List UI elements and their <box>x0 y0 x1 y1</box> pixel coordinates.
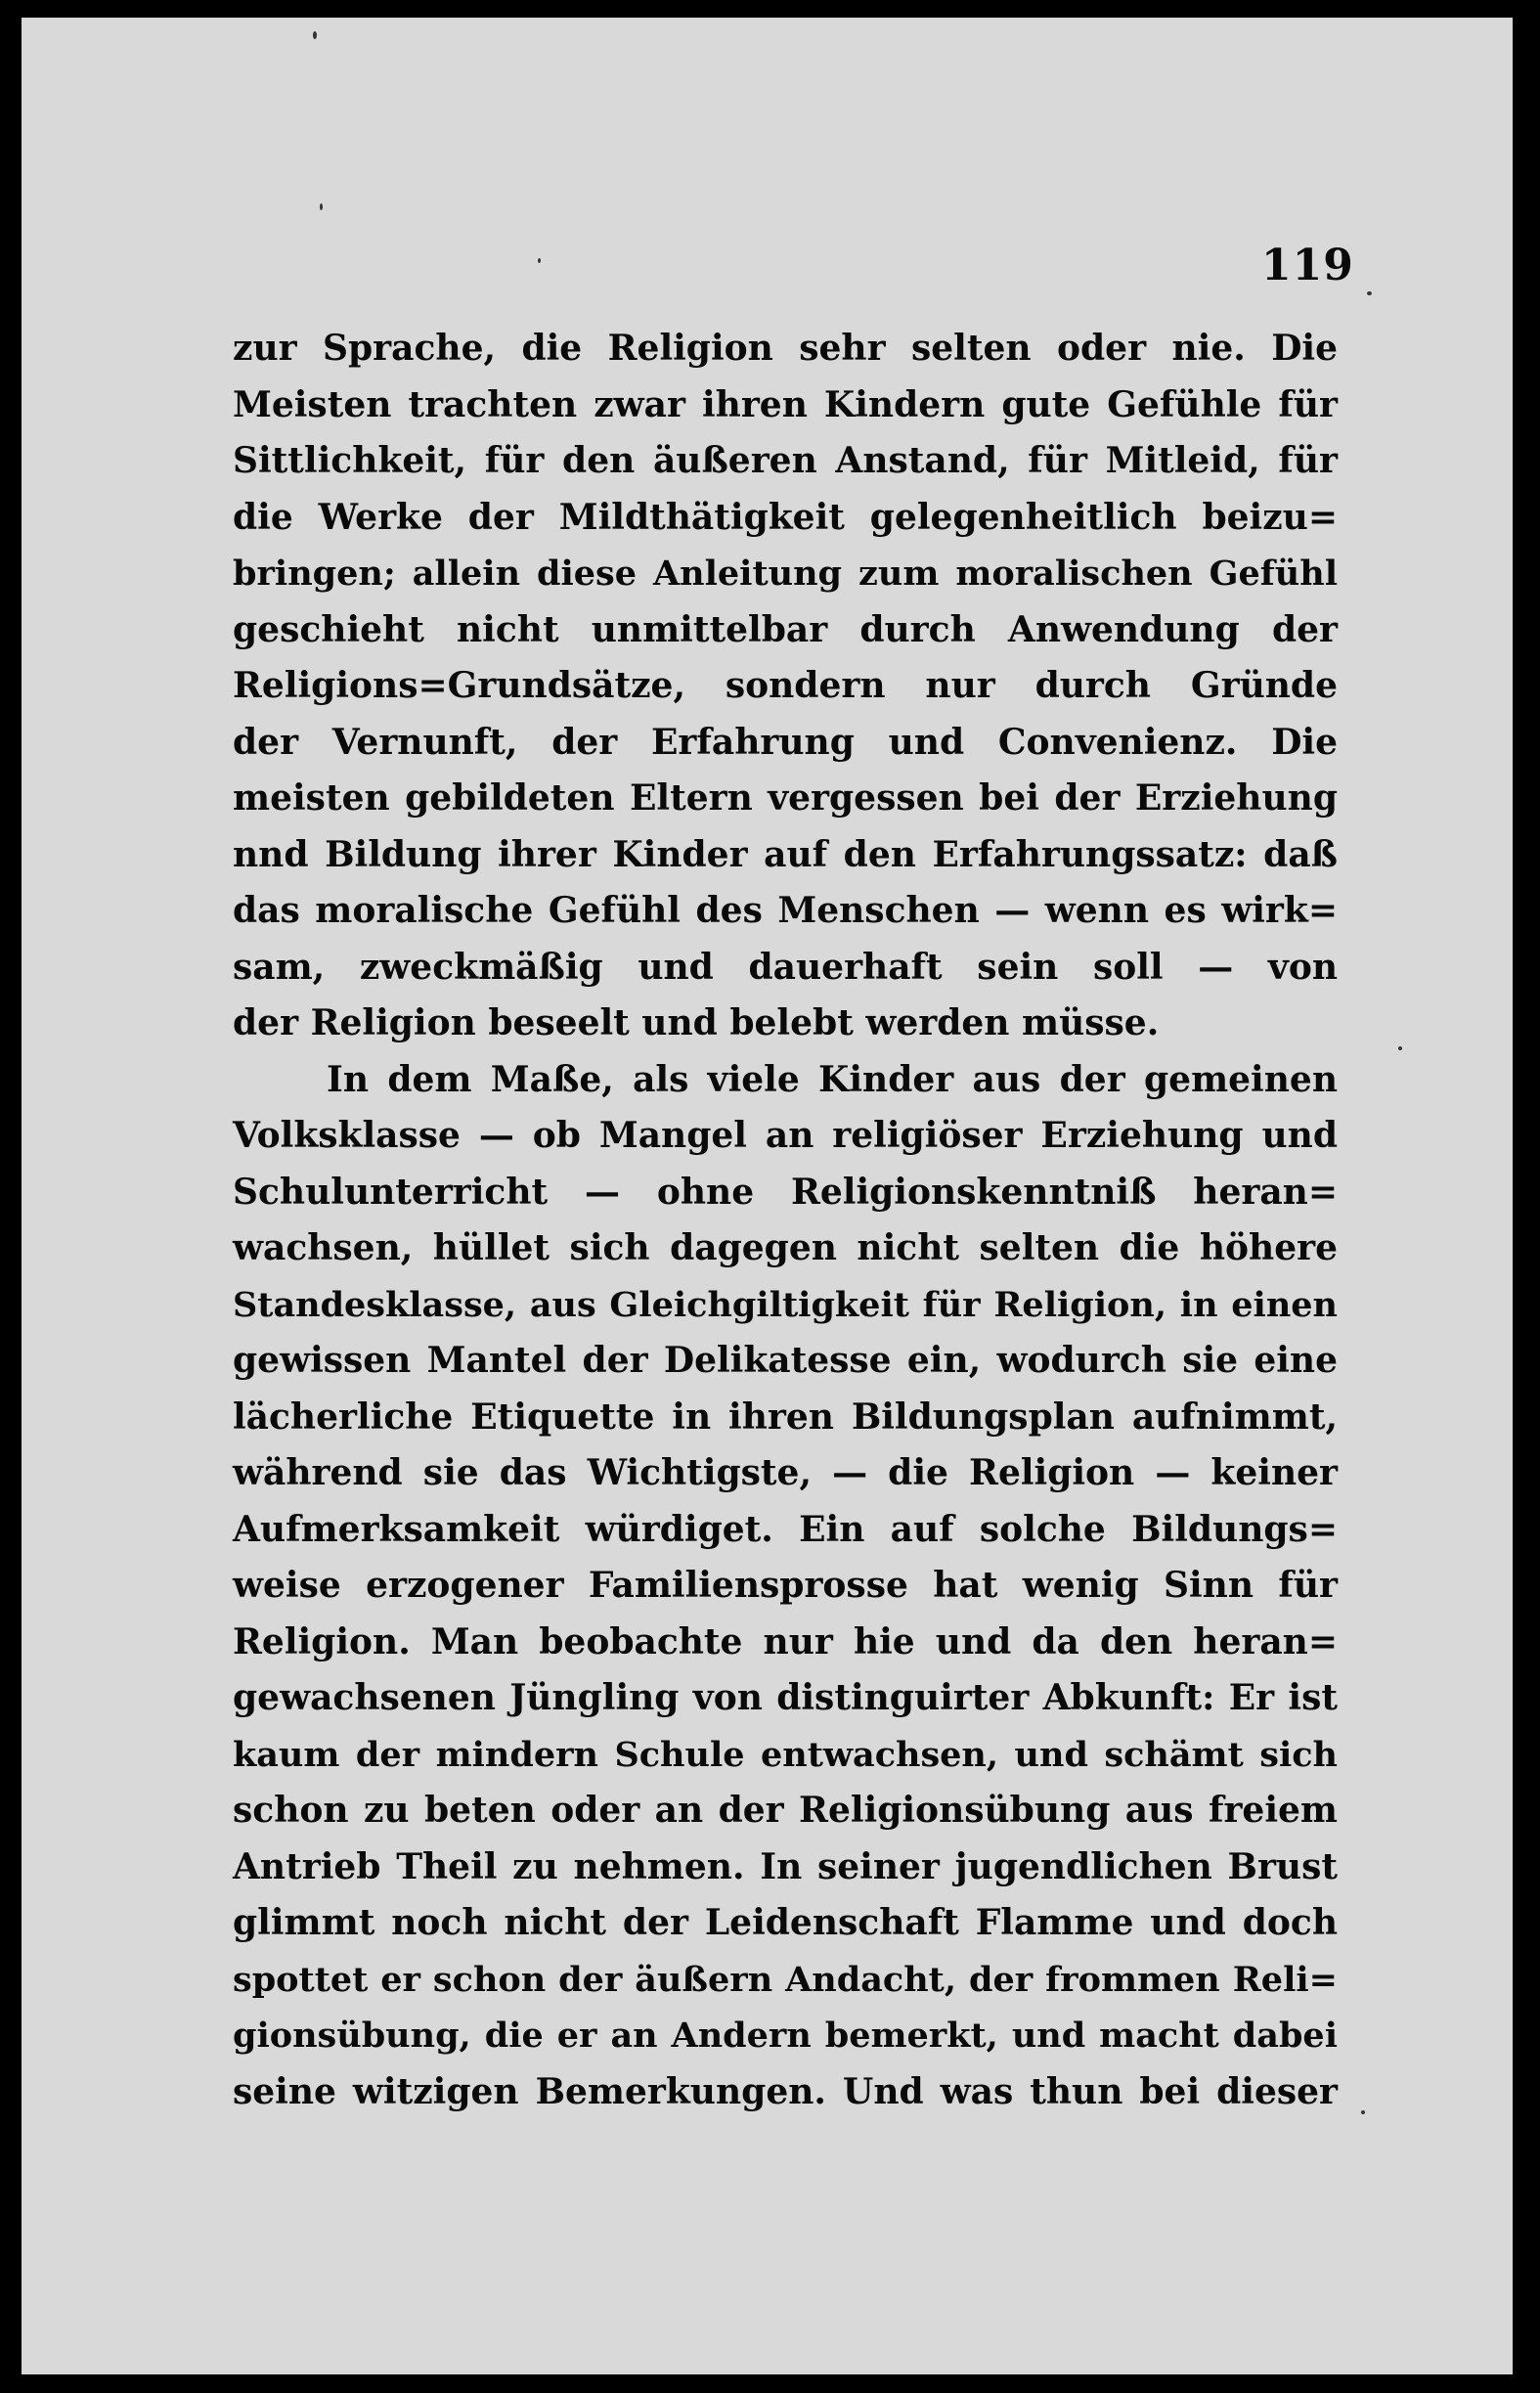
text-line: Religions=Grundsätze, sondern nur durch Gründe <box>233 665 1338 706</box>
scan-speck <box>1398 1046 1402 1050</box>
scan-speck <box>320 203 323 210</box>
text-line: der Vernunft, der Erfahrung und Convenienz. Die <box>233 721 1338 763</box>
text-line: Volksklasse — ob Mangel an religiöser Erziehung und <box>233 1115 1338 1156</box>
book-page <box>22 18 1513 2374</box>
scan-speck <box>1361 2110 1365 2114</box>
paragraph-2 <box>233 1052 1338 2121</box>
scan-speck <box>1367 291 1372 295</box>
text-line: nnd Bildung ihrer Kinder auf den Erfahrungssatz: daß <box>233 833 1338 875</box>
scan-speck <box>313 31 317 39</box>
body-text <box>233 321 1338 2120</box>
text-line: Standesklasse, aus Gleichgiltigkeit für Religion, in einen <box>233 1284 1338 1325</box>
text-line: Sittlichkeit, für den äußeren Anstand, für Mitleid, für <box>233 440 1338 481</box>
text-line: gewissen Mantel der Delikatesse ein, wodurch sie eine <box>233 1340 1338 1381</box>
text-line: Religion. Man beobachte nur hie und da den heran= <box>233 1620 1338 1662</box>
text-line: kaum der mindern Schule entwachsen, und schämt sich <box>233 1734 1338 1775</box>
text-line: gewachsenen Jüngling von distinguirter Abkunft: Er ist <box>233 1677 1338 1718</box>
text-line: bringen; allein diese Anleitung zum moralischen Gefühl <box>233 554 1338 594</box>
text-line: wachsen, hüllet sich dagegen nicht selten die höhere <box>233 1227 1338 1268</box>
paragraph-1 <box>233 321 1338 1052</box>
text-line: schon zu beten oder an der Religionsübung aus freiem <box>233 1790 1338 1831</box>
text-line: Meisten trachten zwar ihren Kindern gute Gefühle für <box>233 383 1338 425</box>
text-line: glimmt noch nicht der Leidenschaft Flamme und doch <box>233 1902 1338 1943</box>
text-line: das moralische Gefühl des Menschen — wenn es wirk= <box>233 890 1338 931</box>
text-line: die Werke der Mildthätigkeit gelegenheitlich beizu= <box>233 496 1338 538</box>
text-line: Aufmerksamkeit würdiget. Ein auf solche Bildungs= <box>233 1508 1338 1550</box>
text-line: während sie das Wichtigste, — die Religion — keiner <box>233 1452 1338 1493</box>
text-line: geschieht nicht unmittelbar durch Anwendung der <box>233 608 1338 650</box>
text-line: lächerliche Etiquette in ihren Bildungsplan aufnimmt, <box>233 1396 1338 1438</box>
text-line: zur Sprache, die Religion sehr selten oder nie. Die <box>233 328 1338 369</box>
text-line: sam, zweckmäßig und dauerhaft sein soll — von <box>233 946 1338 988</box>
text-line: gionsübung, die er an Andern bemerkt, und macht dabei <box>233 2016 1338 2056</box>
scan-speck <box>538 258 541 263</box>
page-number: 119 <box>1261 241 1354 290</box>
text-line: Antrieb Theil zu nehmen. In seiner jugendlichen Brust <box>233 1845 1338 1887</box>
text-line: Schulunterricht — ohne Religionskenntniß heran= <box>233 1171 1338 1213</box>
text-line: der Religion beseelt und belebt werden müsse. <box>233 1002 1160 1043</box>
text-line: spottet er schon der äußern Andacht, der frommen Reli= <box>233 1959 1338 2000</box>
text-line: In dem Maße, als viele Kinder aus der gemeinen <box>327 1058 1338 1100</box>
text-line: seine witzigen Bemerkungen. Und was thun bei dieser <box>233 2070 1338 2112</box>
text-line: meisten gebildeten Eltern vergessen bei der Erziehung <box>233 777 1338 819</box>
text-line: weise erzogener Familiensprosse hat wenig Sinn für <box>233 1565 1338 1606</box>
